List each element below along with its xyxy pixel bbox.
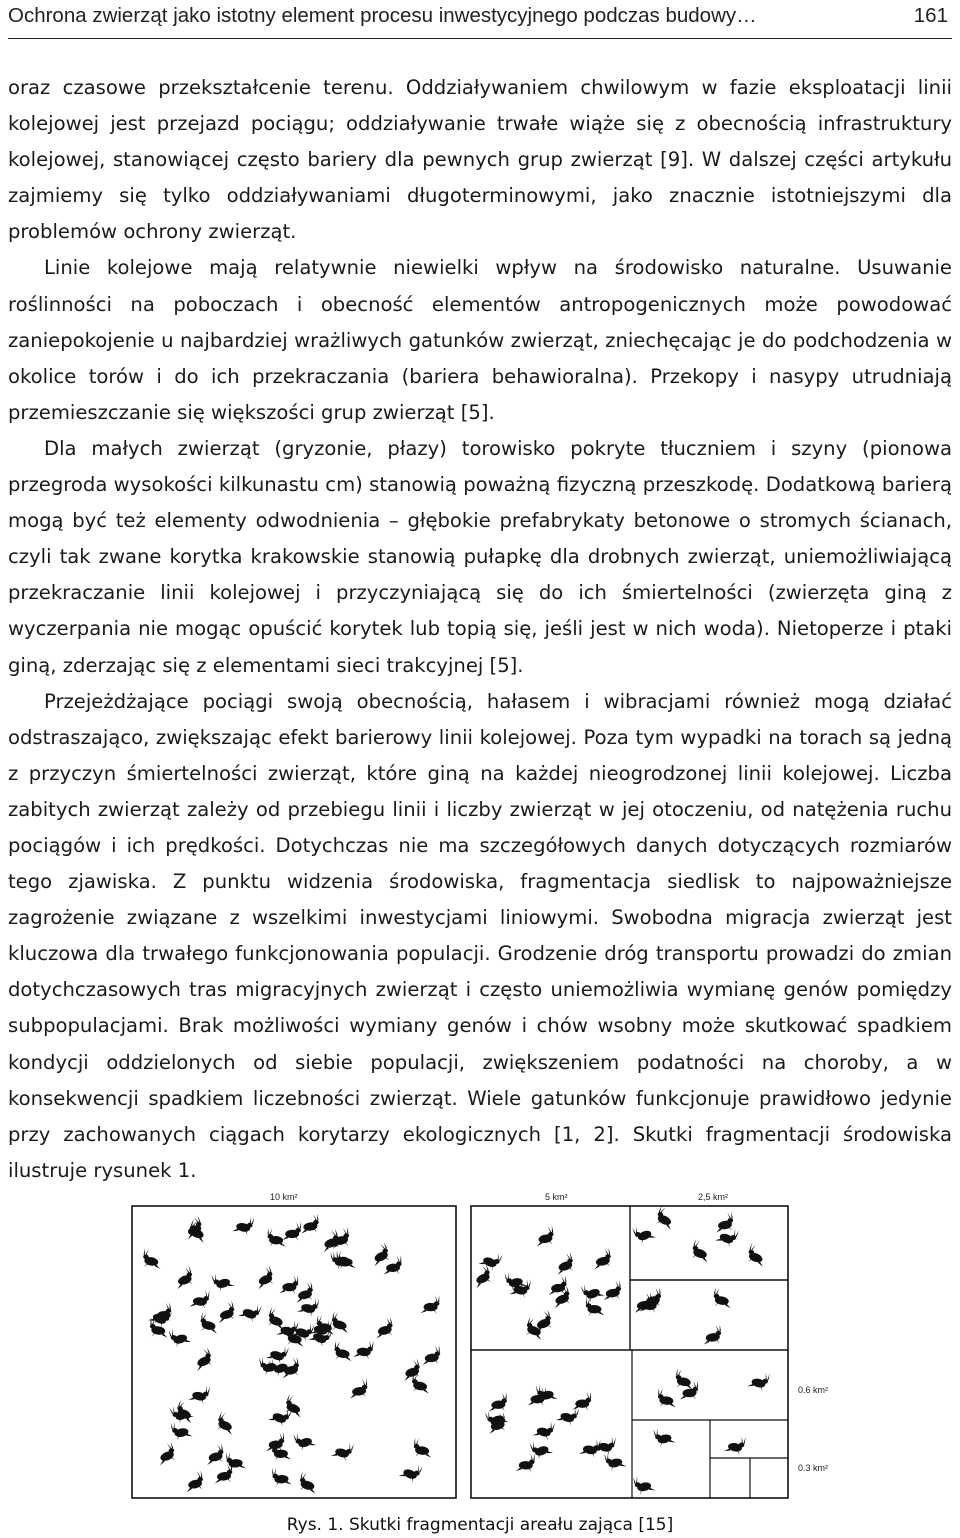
figure-drawing xyxy=(0,1188,960,1518)
hare-icons-left xyxy=(141,1214,441,1495)
hare-icon xyxy=(198,1312,220,1334)
hare-icon xyxy=(534,1225,556,1247)
hare-icon xyxy=(238,1299,262,1323)
hare-icon xyxy=(297,1471,320,1494)
hare-icon xyxy=(153,1442,178,1467)
hare-icon xyxy=(657,1388,677,1409)
hare-icon xyxy=(586,1297,605,1316)
label-2-5km: 2,5 km² xyxy=(698,1192,729,1202)
hare-icon xyxy=(590,1248,613,1271)
hare-icon xyxy=(579,1436,601,1458)
hare-icon xyxy=(399,1358,423,1382)
hare-icon xyxy=(183,1470,206,1493)
page-number: 161 xyxy=(913,4,948,27)
hare-icon xyxy=(724,1434,746,1456)
hare-icon xyxy=(293,1428,317,1452)
hare-icon xyxy=(214,1300,238,1324)
hare-icon xyxy=(170,1419,192,1441)
hare-icon xyxy=(632,1221,657,1246)
hare-icon xyxy=(367,1242,392,1267)
hare-icon xyxy=(252,1265,277,1290)
hare-icon xyxy=(353,1339,374,1360)
paragraph-1: oraz czasowe przekształcenie terenu. Oddziaływaniem chwilowym w fazie eksploatacji linii kolejowej jest przejazd pociągu; oddziaływanie trwałe wiąże się z obecnością infrastruktury kolejowej, stanowiącej często bariery dla pewnych grup zwierząt [9]. W dalszej części artykułu zajmiemy się tylko oddziaływaniami długoterminowymi, jako znacznie istotniejszymi dla problemów ochrony zwierząt. xyxy=(8,76,952,244)
hare-icon xyxy=(532,1418,555,1441)
running-title: Ochrona zwierząt jako istotny element procesu inwestycyjnego podczas budowy… xyxy=(8,4,757,27)
hare-icon xyxy=(329,1311,352,1334)
label-0-3km: 0.3 km² xyxy=(798,1463,829,1473)
hare-icon xyxy=(203,1443,226,1466)
hare-icon xyxy=(689,1239,713,1263)
hare-icon xyxy=(211,1269,235,1293)
hare-icon xyxy=(171,1266,195,1290)
hare-icon xyxy=(653,1206,678,1231)
hare-icon xyxy=(745,1243,769,1267)
figure-caption: Rys. 1. Skutki fragmentacji areału zająca [15] xyxy=(286,1515,674,1535)
figure-habitat-fragmentation xyxy=(0,1188,960,1538)
hare-icon xyxy=(413,1438,434,1459)
paragraph-2: Linie kolejowe mają relatywnie niewielki wpływ na środowisko naturalne. Usuwanie roślinności na poboczach i obecność elementów antropogenicznych może powodować zaniepokojenie u najbardziej wrażliwych gatunków zwierząt, zniechęcając je do podchodzenia w okolice torów i do ich przekraczania (bariera behawioralna). Przekopy i nasypy utrudniają przemieszczanie się większości grup zwierząt [5]. xyxy=(8,256,952,424)
hare-icon xyxy=(330,1439,354,1463)
label-5km: 5 km² xyxy=(545,1192,568,1202)
hare-icon xyxy=(601,1280,622,1301)
hare-icon xyxy=(188,1382,210,1404)
panel-10km xyxy=(132,1206,456,1498)
hare-icon xyxy=(189,1289,209,1310)
hare-icon xyxy=(713,1212,735,1234)
hare-icon xyxy=(168,1325,191,1348)
hare-icon xyxy=(232,1214,254,1236)
hare-icon xyxy=(421,1345,442,1366)
hare-icon xyxy=(421,1295,440,1314)
hare-icon xyxy=(214,1411,239,1436)
hare-icon xyxy=(516,1453,535,1472)
hare-icon xyxy=(333,1340,355,1362)
hare-icon xyxy=(747,1369,770,1392)
hare-icon xyxy=(265,1341,289,1365)
hare-icon xyxy=(141,1248,163,1270)
hare-icon xyxy=(653,1425,676,1448)
running-header xyxy=(8,0,952,39)
hare-icon xyxy=(410,1373,432,1395)
hare-icon xyxy=(213,1463,234,1484)
hare-icon xyxy=(282,1222,301,1241)
hare-icon xyxy=(529,1436,553,1460)
hare-icon xyxy=(701,1324,722,1345)
hare-icon xyxy=(272,1467,292,1487)
hare-icon xyxy=(398,1459,423,1484)
hare-icon xyxy=(712,1287,734,1309)
hare-icon xyxy=(580,1279,605,1304)
hare-icon xyxy=(556,1403,580,1427)
hare-icon xyxy=(572,1392,591,1411)
hare-icon xyxy=(674,1368,696,1390)
hare-icon xyxy=(299,1214,320,1235)
hare-icon xyxy=(372,1317,395,1340)
hare-icon xyxy=(267,1228,287,1248)
hare-icon xyxy=(478,1247,503,1272)
paragraph-4: Przejeżdżające pociągi swoją obecnością, hałasem i wibracjami również mogą działać odstraszająco, zwiększając efekt barierowy linii kolejowej. Poza tym wypadki na torach są jedną z przyczyn śmiertelności zwierząt, które giną na każdej nieogrodzonej linii kolejowej. Liczba zabitych zwierząt zależy od przebiegu linii i liczby zwierząt w jej otoczeniu, od natężenia ruchu pociągów i ich prędkości. Dotychczas nie ma szczegółowych danych dotyczących rozmiarów tego zjawiska. Z punktu widzenia środowiska, fragmentacja siedlisk to najpoważniejsze zagrożenie związane z wszelkimi inwestycjami liniowymi. Swobodna migracja zwierząt jest kluczowa dla trwałego funkcjonowania populacji. Grodzenie dróg transportu prowadzi do zmian dotychczasowych tras migracyjnych zwierząt i często uniemożliwia wymianę genów pomiędzy subpopulacjami. Brak możliwości wymiany genów i chów wsobny może skutkować spadkiem kondycji oddzielonych od siebie populacji, zwiększeniem podatności na choroby, a w konsekwencji spadkiem liczebności zwierząt. Wiele gatunków funkcjonuje prawidłowo jedynie przy zachowanych ciągach korytarzy ekologicznych [1, 2]. Skutki fragmentacji środowiska ilustruje rysunek 1. xyxy=(8,689,952,1182)
hare-icon xyxy=(190,1347,215,1372)
hare-icon xyxy=(330,1247,354,1271)
label-10km: 10 km² xyxy=(270,1192,298,1202)
label-0-6km: 0.6 km² xyxy=(798,1385,829,1395)
hare-icon xyxy=(469,1264,494,1289)
article-body xyxy=(8,70,952,1189)
hare-icon xyxy=(173,1400,198,1425)
hare-icon xyxy=(633,1473,656,1496)
paragraph-3: Dla małych zwierząt (gryzonie, płazy) torowisko pokryte tłuczniem i szyny (pionowa przegroda wysokości kilkunastu cm) stanowią poważną fizyczną przeszkodę. Dodatkową barierą mogą być też elementy odwodnienia – głębokie prefabrykaty betonowe o stromych ścianach, czyli tak zwane korytka krakowskie stanowią pułapkę dla drobnych zwierząt, uniemożliwiającą przekraczanie linii kolejowej i przyczyniającą się do ich śmiertelności (zwierzęta giną z wyczerpania nie mogąc opuścić korytek lub topią się, jeśli jest w nich woda). Nietoperze i ptaki giną, zderzając się z elementami sieci trakcyjnej [5]. xyxy=(8,436,952,677)
hare-icon xyxy=(604,1449,627,1472)
hare-icon xyxy=(348,1378,369,1399)
hare-icon xyxy=(552,1252,576,1276)
hare-icon xyxy=(279,1275,298,1294)
hare-icon xyxy=(488,1392,508,1412)
